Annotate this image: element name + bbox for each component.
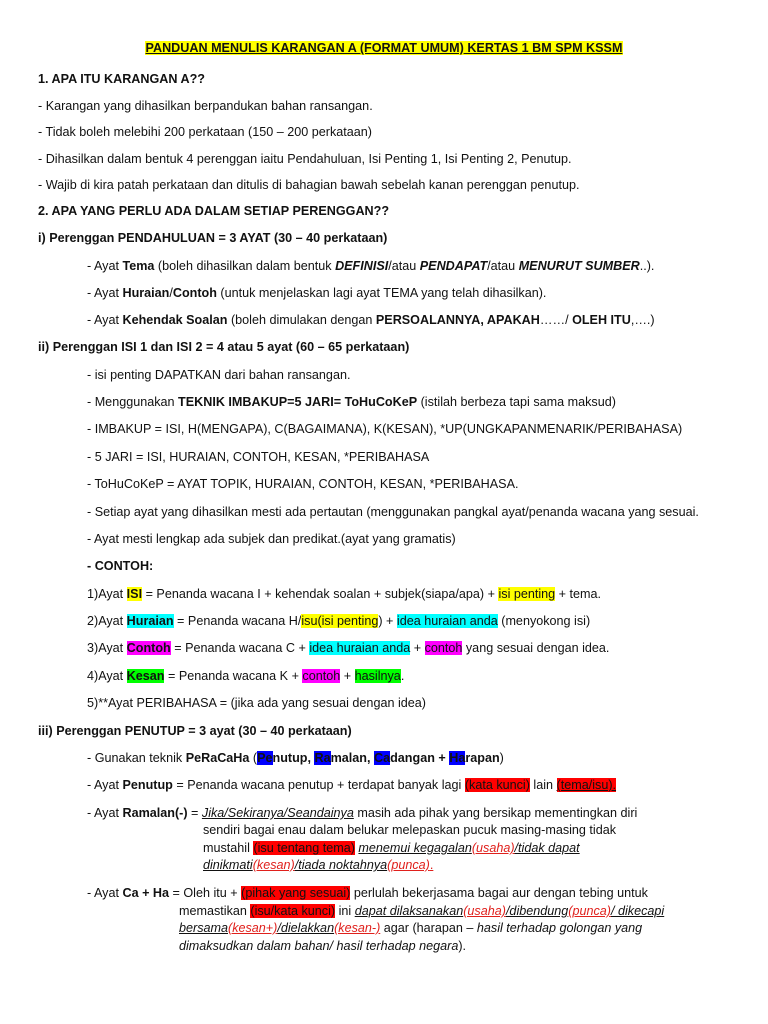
penutup-teknik: - Gunakan teknik PeRaCaHa (Penutup, Ramalan, Cadangan + Harapan) (87, 751, 504, 765)
isi-line-7: - Ayat mesti lengkap ada subjek dan predikat.(ayat yang gramatis) (87, 532, 456, 546)
ramalan-line-1: - Ayat Ramalan(-) = Jika/Sekiranya/Seandainya masih ada pihak yang bersikap mementingkan diri (87, 806, 638, 820)
section-2-heading: 2. APA YANG PERLU ADA DALAM SETIAP PERENGGAN?? (38, 204, 390, 218)
caha-line-4: dimaksudkan dalam bahan/ hasil terhadap negara). (179, 939, 467, 953)
isi-line-5: - ToHuCoKeP = AYAT TOPIK, HURAIAN, CONTOH, KESAN, *PERIBAHASA. (87, 477, 519, 491)
isi-line-2: - Menggunakan TEKNIK IMBAKUP=5 JARI= ToHuCoKeP (istilah berbeza tapi sama maksud) (87, 395, 616, 409)
caha-line-1: - Ayat Ca + Ha = Oleh itu + (pihak yang sesuai) perlulah bekerjasama bagai aur dengan tebing untuk (87, 886, 648, 900)
ramalan-line-4: dinikmati(kesan)/tiada noktahnya(punca). (203, 858, 434, 872)
contoh-4: 4)Ayat Kesan = Penanda wacana K + contoh + hasilnya. (87, 669, 405, 683)
ayat-penutup-line: - Ayat Penutup = Penanda wacana penutup + terdapat banyak lagi (kata kunci) lain (tema/isu). (87, 778, 617, 792)
document-title: PANDUAN MENULIS KARANGAN A (FORMAT UMUM) KERTAS 1 BM SPM KSSM (145, 41, 623, 55)
isi-line-1: - isi penting DAPATKAN dari bahan ransangan. (87, 368, 351, 382)
contoh-label: - CONTOH: (87, 559, 154, 573)
ramalan-line-2: sendiri bagai enau dalam belukar melepaskan pucuk masing-masing tidak (203, 823, 617, 837)
isi-line-3: - IMBAKUP = ISI, H(MENGAPA), C(BAGAIMANA), K(KESAN), *UP(UNGKAPANMENARIK/PERIBAHASA) (87, 422, 683, 436)
ayat-tema-line: - Ayat Tema (boleh dihasilkan dalam bentuk DEFINISI/atau PENDAPAT/atau MENURUT SUMBER..). (87, 259, 655, 273)
contoh-3: 3)Ayat Contoh = Penanda wacana C + idea huraian anda + contoh yang sesuai dengan idea. (87, 641, 610, 655)
bullet-2: - Tidak boleh melebihi 200 perkataan (150 – 200 perkataan) (38, 125, 372, 139)
bullet-4: - Wajib di kira patah perkataan dan ditulis di bahagian bawah sebelah kanan perenggan penutup. (38, 178, 580, 192)
bullet-1: - Karangan yang dihasilkan berpandukan bahan ransangan. (38, 99, 373, 113)
contoh-5: 5)**Ayat PERIBAHASA = (jika ada yang sesuai dengan idea) (87, 696, 426, 710)
bullet-3: - Dihasilkan dalam bentuk 4 perenggan iaitu Pendahuluan, Isi Penting 1, Isi Penting 2, Penutup. (38, 152, 572, 166)
isi-heading: ii) Perenggan ISI 1 dan ISI 2 = 4 atau 5 ayat (60 – 65 perkataan) (38, 340, 410, 354)
isi-line-6: - Setiap ayat yang dihasilkan mesti ada pertautan (menggunakan pangkal ayat/penanda wacana yang sesuai. (87, 505, 699, 519)
title-row (0, 41, 768, 55)
caha-line-2: memastikan (isu/kata kunci) ini dapat dilaksanakan(usaha)/dibendung(punca)/ dikecapi (179, 904, 665, 918)
ayat-kehendak-line: - Ayat Kehendak Soalan (boleh dimulakan dengan PERSOALANNYA, APAKAH……/ OLEH ITU,….) (87, 313, 655, 327)
isi-line-4: - 5 JARI = ISI, HURAIAN, CONTOH, KESAN, *PERIBAHASA (87, 450, 430, 464)
penutup-heading: iii) Perenggan PENUTUP = 3 ayat (30 – 40 perkataan) (38, 724, 352, 738)
contoh-1: 1)Ayat ISI = Penanda wacana I + kehendak soalan + subjek(siapa/apa) + isi penting + tema. (87, 587, 602, 601)
section-1-heading: 1. APA ITU KARANGAN A?? (38, 72, 205, 86)
contoh-2: 2)Ayat Huraian = Penanda wacana H/isu(isi penting) + idea huraian anda (menyokong isi) (87, 614, 591, 628)
ramalan-line-3: mustahil (isu tentang tema) menemui kegagalan(usaha)/tidak dapat (203, 841, 580, 855)
caha-line-3: bersama(kesan+)/dielakkan(kesan-) agar (harapan – hasil terhadap golongan yang (179, 921, 643, 935)
pendahuluan-heading: i) Perenggan PENDAHULUAN = 3 AYAT (30 – 40 perkataan) (38, 231, 388, 245)
ayat-huraian-line: - Ayat Huraian/Contoh (untuk menjelaskan lagi ayat TEMA yang telah dihasilkan). (87, 286, 547, 300)
